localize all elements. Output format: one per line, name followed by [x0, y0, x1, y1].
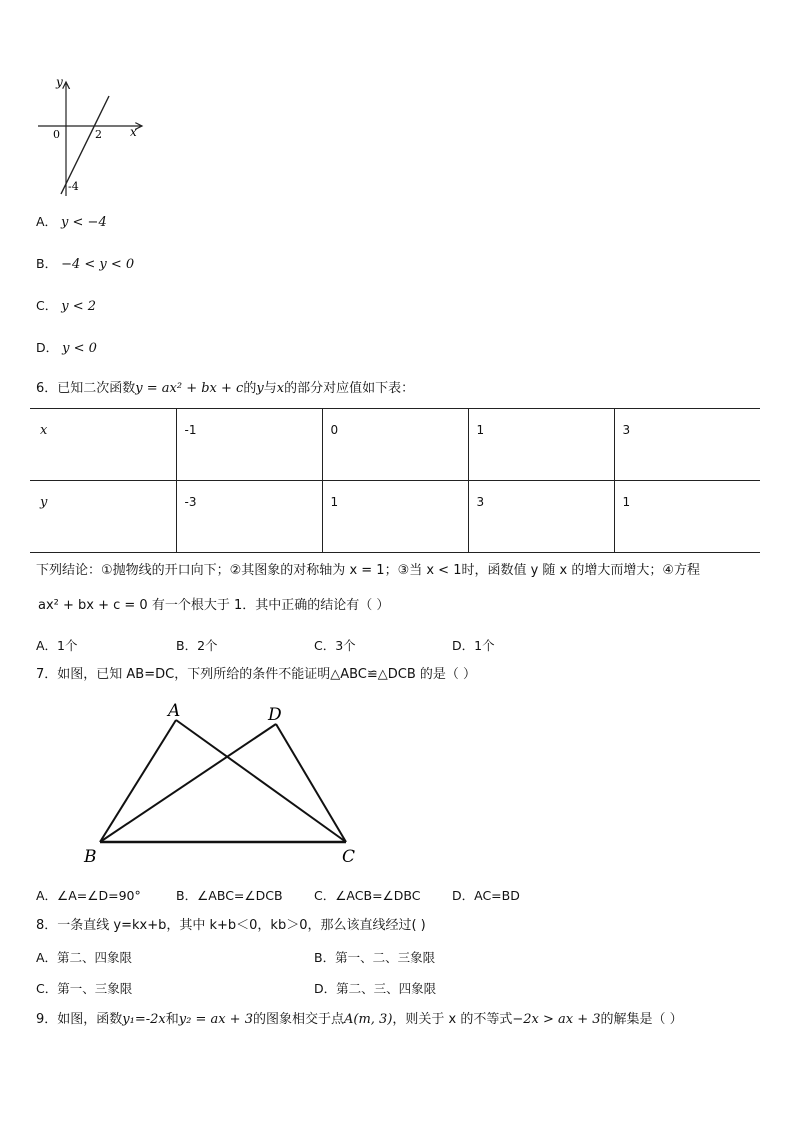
table-row — [30, 409, 760, 481]
vertex-b-label: B — [84, 847, 97, 867]
q5-option-b[interactable] — [36, 254, 134, 272]
q6-option-b[interactable]: B．2个 — [176, 638, 218, 653]
stem-formula-y2: y₂ = ax + 3 — [178, 1012, 253, 1027]
q7-option-b[interactable]: B．∠ABC=∠DCB — [176, 888, 283, 903]
q8-option-d[interactable]: D．第二、三、四象限 — [314, 981, 437, 996]
stem-var-y: y — [256, 381, 264, 396]
q5-option-c[interactable] — [36, 296, 96, 314]
table-cell: 1 — [468, 409, 614, 481]
q7-option-d[interactable]: D．AC=BD — [452, 888, 520, 903]
x-axis-label: x — [130, 125, 137, 139]
stem-text: 6．已知二次函数 — [36, 381, 136, 396]
option-expr: y < 0 — [62, 341, 97, 356]
stem-var-x: x — [276, 381, 285, 396]
q5-option-a[interactable] — [36, 212, 107, 230]
stem-text: 和 — [165, 1012, 179, 1027]
table-cell: -3 — [176, 481, 322, 553]
y-axis-label: y — [56, 75, 63, 89]
q5-option-d[interactable] — [36, 338, 97, 356]
option-letter: D． — [36, 340, 59, 355]
segment-db — [100, 724, 276, 842]
table-cell: 3 — [468, 481, 614, 553]
option-letter: B． — [36, 256, 58, 271]
table-cell: -1 — [176, 409, 322, 481]
x-intercept-label: 2 — [95, 128, 102, 141]
stem-text: ，则关于 x 的不等式 — [392, 1012, 513, 1027]
q8-stem: 8．一条直线 y=kx+b，其中 k+b＜0，kb＞0，那么该直线经过( ) — [36, 918, 426, 933]
stem-formula-y1: y₁=-2x — [122, 1012, 166, 1027]
q7-option-a[interactable]: A．∠A=∠D=90° — [36, 888, 141, 903]
q7-option-c[interactable]: C．∠ACB=∠DBC — [314, 888, 421, 903]
table-cell: 0 — [322, 409, 468, 481]
segment-ab — [100, 720, 176, 842]
option-letter: A． — [36, 214, 58, 229]
vertex-a-label: A — [168, 701, 181, 721]
option-expr: y < 2 — [61, 299, 96, 314]
option-letter: C． — [36, 298, 58, 313]
q9-stem — [36, 1011, 683, 1029]
q8-option-b[interactable]: B．第一、二、三象限 — [314, 950, 436, 965]
stem-text: 的 — [243, 381, 257, 396]
stem-inequality: −2x > ax + 3 — [512, 1012, 601, 1027]
vertex-c-label: C — [342, 847, 356, 867]
value-table — [30, 408, 760, 553]
table-cell: 3 — [614, 409, 760, 481]
q6-option-d[interactable]: D．1个 — [452, 638, 495, 653]
triangle-figure — [80, 700, 370, 870]
table-row — [30, 481, 760, 553]
stem-text: 的图象相交于点 — [252, 1012, 344, 1027]
stem-text: 与 — [263, 381, 277, 396]
option-expr: y < −4 — [61, 215, 107, 230]
q6-conclusions-line2: ax² + bx + c = 0 有一个根大于 1．其中正确的结论有（ ） — [38, 598, 390, 613]
row-header: x — [30, 409, 176, 481]
q7-stem: 7．如图，已知 AB=DC，下列所给的条件不能证明△ABC≌△DCB 的是（ ） — [36, 667, 477, 682]
stem-formula: y = ax² + bx + c — [135, 381, 244, 396]
q6-option-a[interactable]: A．1个 — [36, 638, 78, 653]
option-expr: −4 < y < 0 — [61, 257, 135, 272]
y-intercept-label: -4 — [68, 180, 79, 193]
stem-text: 9．如图，函数 — [36, 1012, 123, 1027]
stem-text: 的部分对应值如下表： — [284, 381, 415, 396]
origin-label: 0 — [53, 128, 60, 141]
q8-option-a[interactable]: A．第二、四象限 — [36, 950, 133, 965]
vertex-d-label: D — [268, 705, 282, 725]
stem-point: A(m, 3) — [344, 1012, 393, 1027]
q6-conclusions-line1: 下列结论：①抛物线的开口向下；②其图象的对称轴为 x = 1；③当 x < 1时，函数值 y 随 x 的增大而增大；④方程 — [36, 563, 701, 578]
table-cell: 1 — [322, 481, 468, 553]
q6-option-c[interactable]: C．3个 — [314, 638, 356, 653]
q8-option-c[interactable]: C．第一、三象限 — [36, 981, 133, 996]
stem-text: 的解集是（ ） — [600, 1012, 683, 1027]
row-header: y — [30, 481, 176, 553]
segment-ac — [176, 720, 346, 842]
segment-dc — [276, 724, 346, 842]
table-cell: 1 — [614, 481, 760, 553]
q6-stem — [36, 380, 414, 398]
line-graph-figure — [30, 74, 150, 200]
